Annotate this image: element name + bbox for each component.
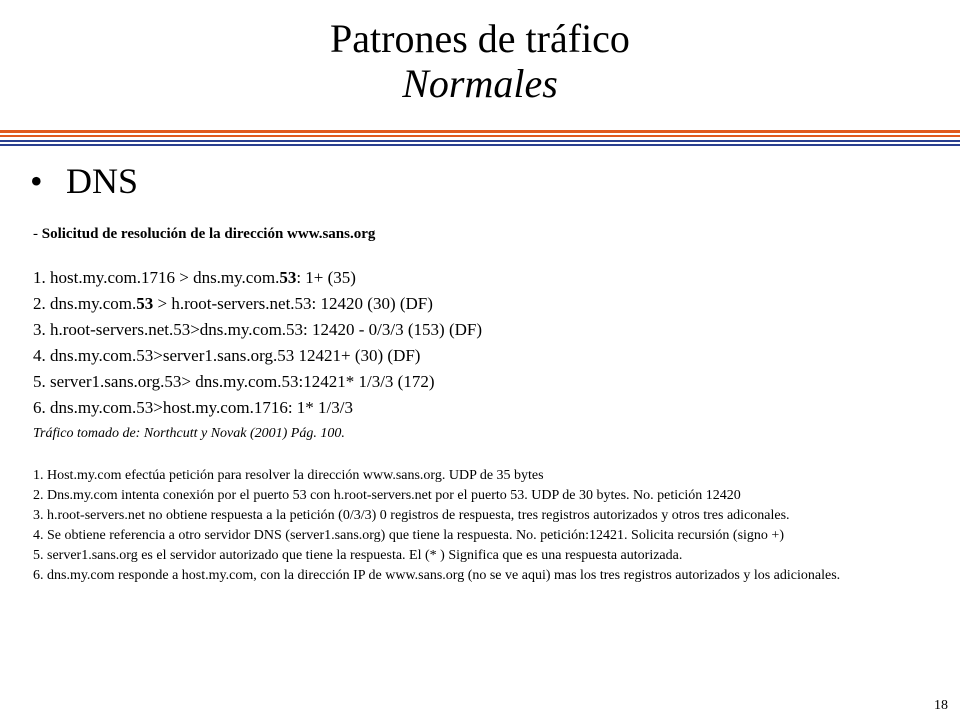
divider-orange-bottom (0, 135, 960, 137)
explanation-list (33, 468, 913, 588)
query-line (33, 395, 482, 421)
query-text: 4. dns.my.com.53>server1.sans.org.53 12421+ (30) (DF) (33, 346, 421, 365)
query-line (33, 265, 482, 291)
subheading (33, 226, 375, 243)
page-number: 18 (934, 698, 948, 713)
explanation-item: 5. server1.sans.org es el servidor autorizado que tiene la respuesta. El (* ) Significa que es una respuesta autorizada. (33, 548, 683, 563)
query-text: 6. dns.my.com.53>host.my.com.1716: 1* 1/3/3 (33, 398, 353, 417)
title-line-1: Patrones de tráfico (330, 16, 630, 61)
query-text: 3. h.root-servers.net.53>dns.my.com.53: 12420 - 0/3/3 (153) (DF) (33, 320, 483, 339)
query-text: 2. dns.my.com. (33, 294, 137, 313)
subheading-dash: - (33, 226, 42, 242)
explanation-item: 3. h.root-servers.net no obtiene respuesta a la petición (0/3/3) 0 registros de respuesta, tres registros autorizados y otros tres adiconales. (33, 508, 790, 523)
divider-blue-bottom (0, 144, 960, 146)
explanation-item: 1. Host.my.com efectúa petición para resolver la dirección www.sans.org. UDP de 35 bytes (33, 468, 544, 483)
query-line (33, 343, 482, 369)
subheading-text: Solicitud de resolución de la dirección www.sans.org (41, 226, 376, 242)
bullet-icon: • (30, 161, 43, 201)
divider-blue-top (0, 140, 960, 142)
query-text: 5. server1.sans.org.53> dns.my.com.53:12421* 1/3/3 (172) (33, 372, 435, 391)
source-citation: Tráfico tomado de: Northcutt y Novak (2001) Pág. 100. (33, 426, 345, 441)
bullet-label: DNS (66, 161, 139, 201)
query-port: 53 (279, 268, 297, 287)
explanation-item: 2. Dns.my.com intenta conexión por el puerto 53 con h.root-servers.net por el puerto 53. UDP de 30 bytes. No. petición 12420 (33, 488, 741, 503)
query-port: 53 (136, 294, 154, 313)
slide-title (0, 16, 960, 106)
divider-orange-top (0, 130, 960, 133)
explanation-item: 6. dns.my.com responde a host.my.com, con la dirección IP de www.sans.org (no se ve aqui) mas los tres registros autorizados y los adicionales. (33, 568, 841, 583)
query-line (33, 291, 482, 317)
query-line (33, 369, 482, 395)
dns-query-list (33, 265, 482, 421)
explanation-item: 4. Se obtiene referencia a otro servidor DNS (server1.sans.org) que tiene la respuesta. No. petición:12421. Solicita recursión (signo +) (33, 528, 784, 543)
title-line-2: Normales (402, 61, 558, 106)
bullet-heading (30, 160, 138, 202)
query-text: : 1+ (35) (296, 268, 356, 287)
query-text: > h.root-servers.net.53: 12420 (30) (DF) (153, 294, 433, 313)
query-text: 1. host.my.com.1716 > dns.my.com. (33, 268, 280, 287)
query-line (33, 317, 482, 343)
